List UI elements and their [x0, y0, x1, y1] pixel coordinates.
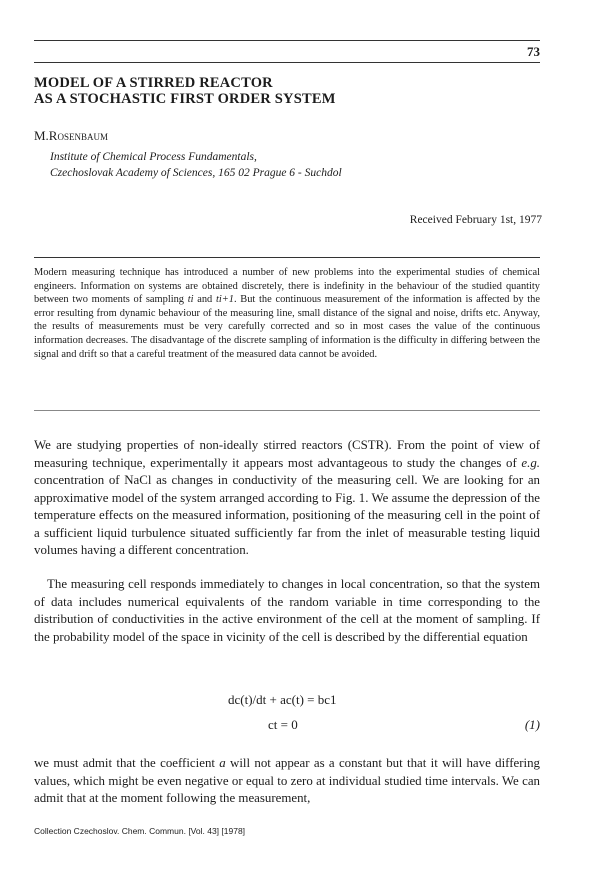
title-line-1: MODEL OF A STIRRED REACTOR [34, 75, 273, 91]
page-number: 73 [527, 44, 540, 59]
equation-line-2: ct = 0 [268, 717, 298, 732]
title-line-2: AS A STOCHASTIC FIRST ORDER SYSTEM [34, 91, 336, 107]
journal-footer: Collection Czechoslov. Chem. Commun. [Vol. 43] [1978] [34, 826, 246, 836]
body-p1-eg: e.g. [521, 455, 540, 470]
abstract-and: and [193, 294, 216, 306]
abstract-part-1: Modern measuring technique has introduced a number of new problems into the experimental studies of chemical engineers. Information on systems are obtained discretely, there is indefinity in the behaviour of the studied quantity between two moments of sampling [34, 267, 540, 306]
abstract-var-ti: ti [187, 294, 194, 306]
body-paragraph-2: The measuring cell responds immediately to changes in local concentration, so that the system of data includes numerical equivalents of the random variable in time corresponding to the distribution of conductivities in the active environment of the cell at the moment of sampling. If the probability model of the space in vicinity of the cell is described by the differential equation [34, 577, 540, 644]
received-date: Received February 1st, 1977 [409, 214, 542, 226]
body-p3-part-b: will not appear as a constant but that it will have differing values, which might be even negative or equal to zero at individual studied time intervals. We can admit that at the moment following the measurement, [34, 756, 540, 805]
article-title [34, 75, 554, 107]
abstract-var-ti1: ti+1 [215, 294, 234, 306]
affiliation-line-1: Institute of Chemical Process Fundamentals, [50, 151, 257, 163]
abstract-part-2: . But the continuous measurement of the information is affected by the error resulting from dynamic behaviour of the measuring line, small distance of the signal and noise, drifts etc. Anyway, the results of measurements must be very carefully corrected and so in most cases the value of the continuous information decreases. The disadvantage of the discrete sampling of information is the difficulty in differing between the signal and drift so that a careful treatment of the measured data cannot be avoided. [34, 294, 540, 360]
equation-number: (1) [524, 717, 540, 732]
body-p3-var-a: a [219, 756, 226, 770]
header-rule-top [34, 40, 540, 41]
body-paragraph-1 [34, 437, 540, 560]
equation-line-1: dc(t)/dt + ac(t) = bc1 [228, 692, 337, 707]
author-name: M.Rosenbaum [34, 128, 108, 143]
abstract [34, 266, 540, 361]
affiliation-line-2: Czechoslovak Academy of Sciences, 165 02 Prague 6 - Suchdol [50, 167, 342, 179]
body-paragraph-3 [34, 755, 540, 808]
abstract-rule-bottom [34, 410, 540, 411]
header-rule-bottom [34, 62, 540, 63]
body-p3-part-a: we must admit that the coefficient [34, 756, 220, 770]
body-p1-part-a: We are studying properties of non-ideally stirred reactors (CSTR). From the point of view of measuring technique, experimentally it appears most advantageous to study the changes of [34, 438, 540, 470]
body-p1-part-b: concentration of NaCl as changes in conductivity of the measuring cell. We are looking for an approximative model of the system arranged according to Fig. 1. We assume the depression of the temperature effects on the measured information, positioning of the measuring cell in the point of a sufficient liquid turbulence situated sufficiently far from the inlet of measurable testing liquid volumes having a different concentration. [34, 473, 540, 557]
abstract-rule-top [34, 257, 540, 258]
